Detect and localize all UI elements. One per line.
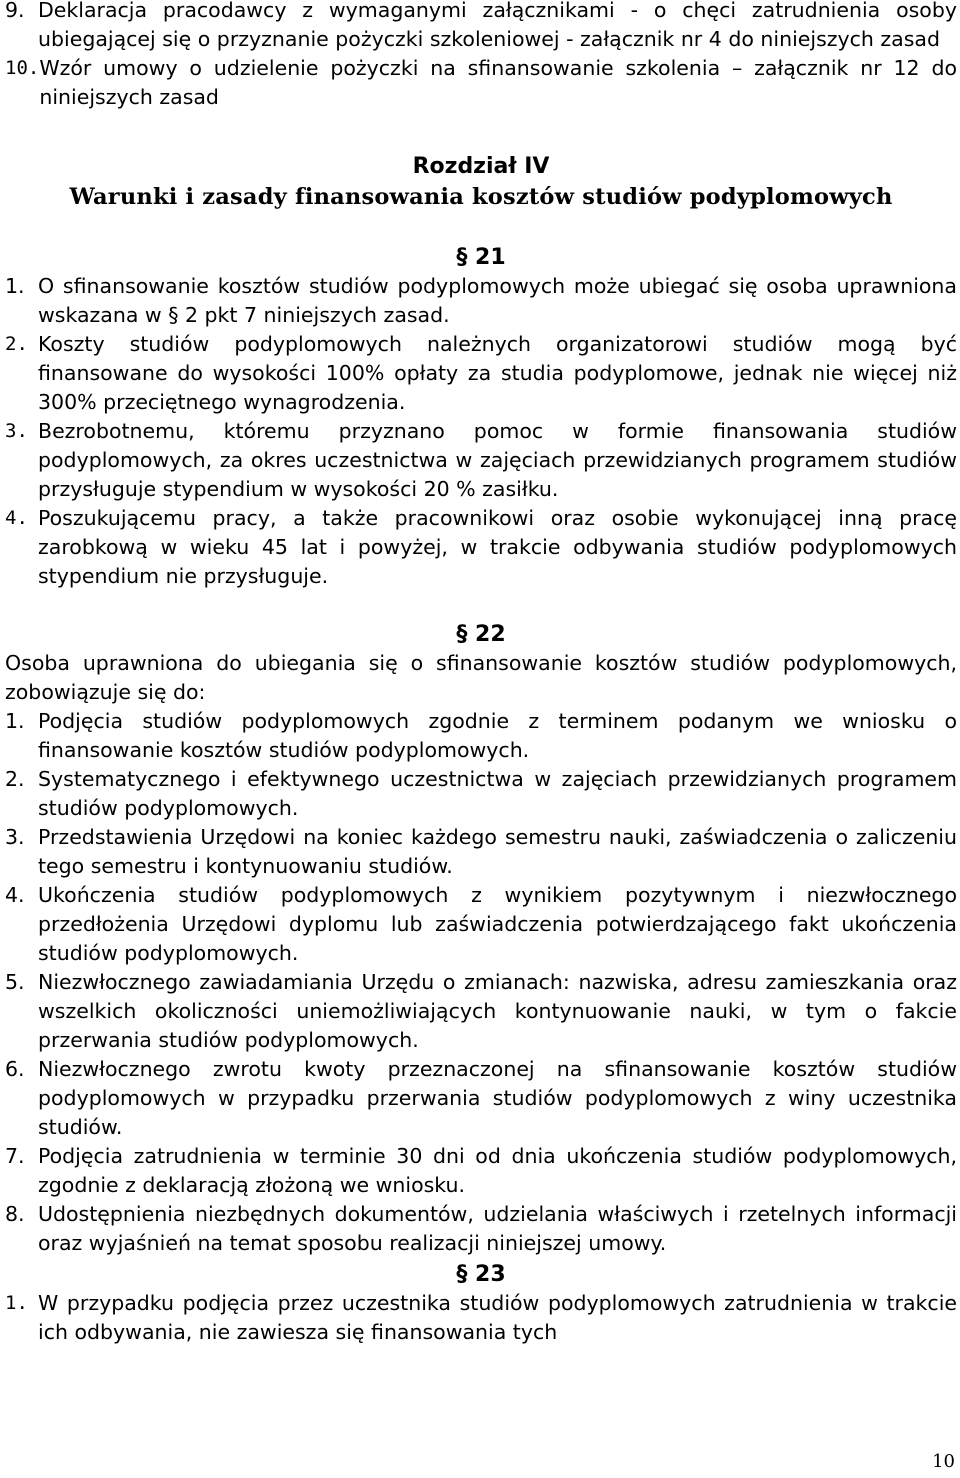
document-page <box>5 0 957 1347</box>
item-number: 3. <box>5 825 25 849</box>
list-item <box>5 1055 957 1142</box>
section-21-heading: § 21 <box>456 245 506 270</box>
item-text: Deklaracja pracodawcy z wymaganymi załącznikami - o chęci zatrudnienia osoby ubiegającej się o przyznanie pożyczki szkoleniowej - załącznik nr 4 do niniejszych zasad <box>38 0 957 51</box>
list-item <box>5 330 957 417</box>
section-22-intro: Osoba uprawniona do ubiegania się o sfinansowanie kosztów studiów podyplomowych, zobowiązuje się do: <box>5 651 957 704</box>
list-item <box>5 823 957 881</box>
item-text: Niezwłocznego zawiadamiania Urzędu o zmianach: nazwiska, adresu zamieszkania oraz wszelkich okoliczności uniemożliwiających kontynuowanie nauki, w tym o fakcie przerwania studiów podyplomowych. <box>38 970 957 1052</box>
item-text: Systematycznego i efektywnego uczestnictwa w zajęciach przewidzianych programem studiów podyplomowych. <box>38 767 957 820</box>
list-item <box>5 1289 957 1347</box>
list-item <box>5 1142 957 1200</box>
item-number: 10. <box>5 57 40 79</box>
section-22-list <box>5 707 957 1258</box>
item-text: Bezrobotnemu, któremu przyznano pomoc w formie finansowania studiów podyplomowych, za okres uczestnictwa w zajęciach przewidzianych programem studiów przysługuje stypendium w wysokości 20 % zasiłku. <box>38 419 957 501</box>
section-21-list <box>5 272 957 591</box>
list-item <box>5 272 957 330</box>
item-number: 9. <box>5 0 25 22</box>
item-text: Podjęcia studiów podyplomowych zgodnie z terminem podanym we wniosku o finansowanie kosztów studiów podyplomowych. <box>38 709 957 762</box>
item-number: 3. <box>5 420 28 442</box>
item-number: 7. <box>5 1144 25 1168</box>
page-number: 10 <box>932 1451 955 1472</box>
chapter-label: Rozdział IV <box>412 154 550 179</box>
item-text: W przypadku podjęcia przez uczestnika studiów podyplomowych zatrudnienia w trakcie ich odbywania, nie zawiesza się finansowania tych <box>38 1291 957 1344</box>
item-number: 2. <box>5 333 28 355</box>
item-text: Przedstawienia Urzędowi na koniec każdego semestru nauki, zaświadczenia o zaliczeniu tego semestru i kontynuowaniu studiów. <box>38 825 957 878</box>
item-text: Podjęcia zatrudnienia w terminie 30 dni od dnia ukończenia studiów podyplomowych, zgodnie z deklaracją złożoną we wniosku. <box>38 1144 957 1197</box>
item-number: 1. <box>5 1292 28 1314</box>
item-number: 2. <box>5 767 25 791</box>
item-number: 6. <box>5 1057 25 1081</box>
item-text: Koszty studiów podyplomowych należnych organizatorowi studiów mogą być finansowane do wysokości 100% opłaty za studia podyplomowe, jednak nie więcej niż 300% przeciętnego wynagrodzenia. <box>38 332 957 414</box>
list-item <box>5 0 957 54</box>
intro-list <box>5 0 957 112</box>
list-item <box>5 881 957 968</box>
item-text: Ukończenia studiów podyplomowych z wynikiem pozytywnym i niezwłocznego przedłożenia Urzędowi dyplomu lub zaświadczenia potwierdzającego fakt ukończenia studiów podyplomowych. <box>38 883 957 965</box>
item-number: 4. <box>5 883 25 907</box>
list-item <box>5 504 957 591</box>
list-item <box>5 765 957 823</box>
list-item <box>5 54 957 112</box>
list-item <box>5 1200 957 1258</box>
item-text: Wzór umowy o udzielenie pożyczki na sfinansowanie szkolenia – załącznik nr 12 do niniejszych zasad <box>39 56 957 109</box>
list-item <box>5 417 957 504</box>
section-23-heading: § 23 <box>456 1262 506 1287</box>
item-text: Niezwłocznego zwrotu kwoty przeznaczonej na sfinansowanie kosztów studiów podyplomowych w przypadku przerwania studiów podyplomowych z winy uczestnika studiów. <box>38 1057 957 1139</box>
item-number: 1. <box>5 274 25 298</box>
item-number: 5. <box>5 970 25 994</box>
item-number: 8. <box>5 1202 25 1226</box>
item-text: O sfinansowanie kosztów studiów podyplomowych może ubiegać się osoba uprawniona wskazana w § 2 pkt 7 niniejszych zasad. <box>38 274 957 327</box>
item-text: Udostępnienia niezbędnych dokumentów, udzielania właściwych i rzetelnych informacji oraz wyjaśnień na temat sposobu realizacji niniejszej umowy. <box>38 1202 957 1255</box>
section-23-list <box>5 1289 957 1347</box>
section-22-heading: § 22 <box>456 622 506 647</box>
item-number: 1. <box>5 709 25 733</box>
item-number: 4. <box>5 507 28 529</box>
item-text: Poszukującemu pracy, a także pracownikowi oraz osobie wykonującej inną pracę zarobkową w wieku 45 lat i powyżej, w trakcie odbywania studiów podyplomowych stypendium nie przysługuje. <box>38 506 957 588</box>
list-item <box>5 968 957 1055</box>
list-item <box>5 707 957 765</box>
chapter-title: Warunki i zasady finansowania kosztów studiów podyplomowych <box>69 184 893 210</box>
